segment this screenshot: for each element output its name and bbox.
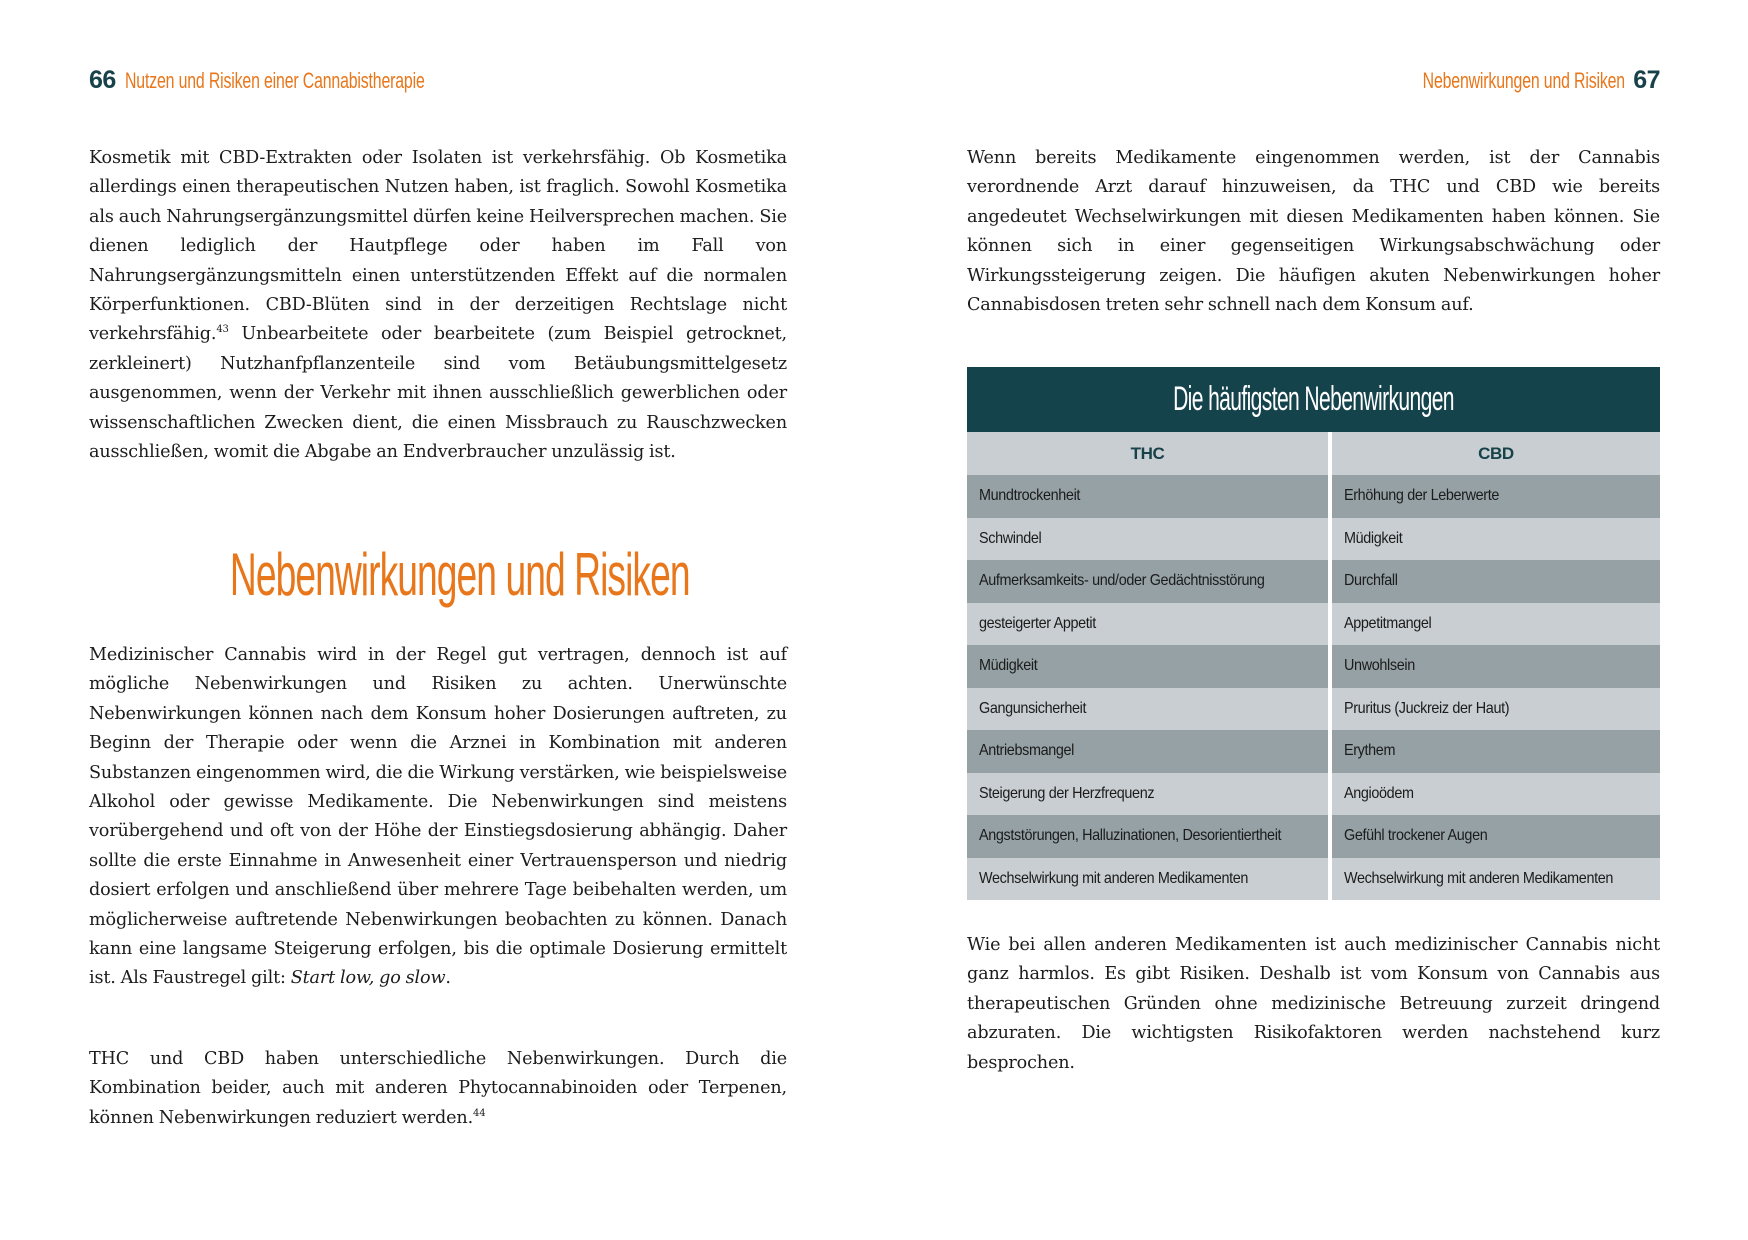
cell-text: Aufmerksamkeits- und/oder Gedächtnisstörung xyxy=(979,572,1265,590)
paragraph-text: Unbearbeitete oder bearbeitete (zum Beispiel getrocknet, zerkleinert) Nutzhanfpflanzenteile sind vom Betäubungsmittelgesetz ausgenommen, wenn der Verkehr mit ihnen ausschließlich gewerblichen oder wissenschaftlichen Zwecken dient, die einen Missbrauch zu Rauschzwecken ausschließen, womit die Abgabe an Endverbraucher unzulässig ist. xyxy=(89,324,787,463)
table-header-row xyxy=(967,432,1660,475)
paragraph-text: Wenn bereits Medikamente eingenommen werden, ist der Cannabis verordnende Arzt darauf hinzuweisen, da THC und CBD wie bereits angedeutet Wechselwirkungen mit diesen Medikamenten haben können. Sie können sich in einer gegenseitigen Wirkungsabschwächung oder Wirkungssteigerung zeigen. Die häufigen akuten Nebenwirkungen hoher Cannabisdosen treten sehr schnell nach dem Konsum auf. xyxy=(967,148,1660,316)
table-cell-thc xyxy=(967,730,1332,773)
page-number: 66 xyxy=(89,66,116,94)
paragraph-text: Medizinischer Cannabis wird in der Regel gut vertragen, dennoch ist auf mögliche Nebenwirkungen und Risiken zu achten. Unerwünschte Nebenwirkungen können nach dem Konsum hoher Dosierungen auftreten, zu Beginn der Therapie oder wenn die Arznei in Kombination mit anderen Substanzen eingenommen wird, die die Wirkung verstärken, wie beispielsweise Alkohol oder gewisse Medikamente. Die Nebenwirkungen sind meistens vorübergehend und oft von der Höhe der Einstiegsdosierung abhängig. Daher sollte die erste Einnahme in Anwesenheit einer Vertrauensperson und niedrig dosiert erfolgen und anschließend über mehrere Tage beibehalten werden, um möglicherweise auftretende Nebenwirkungen beobachten zu können. Danach kann eine langsame Steigerung erfolgen, bis die optimale Dosierung ermittelt ist. Als Faustregel gilt: xyxy=(89,645,787,989)
table-row xyxy=(967,688,1660,731)
paragraph xyxy=(89,144,787,467)
paragraph xyxy=(89,1045,787,1133)
table-cell-thc xyxy=(967,645,1332,688)
cell-text: Steigerung der Herzfrequenz xyxy=(979,784,1155,802)
cell-text: Müdigkeit xyxy=(1344,529,1403,547)
table-row xyxy=(967,645,1660,688)
table-cell-thc xyxy=(967,603,1332,646)
paragraph xyxy=(967,144,1660,320)
table-cell-cbd xyxy=(1332,518,1660,561)
emphasis-text: Start low, go slow xyxy=(290,968,446,989)
table-row xyxy=(967,730,1660,773)
running-title: Nutzen und Risiken einer Cannabistherapie xyxy=(124,68,425,93)
table-row xyxy=(967,603,1660,646)
cell-text: Appetitmangel xyxy=(1344,614,1432,632)
table-cell-cbd xyxy=(1332,858,1660,901)
cell-text: Müdigkeit xyxy=(979,657,1038,675)
section-heading-text: Nebenwirkungen und Risiken xyxy=(229,541,690,608)
table-row xyxy=(967,518,1660,561)
paragraph xyxy=(967,931,1660,1078)
table-cell-thc xyxy=(967,773,1332,816)
table-row xyxy=(967,560,1660,603)
cell-text: Wechselwirkung mit anderen Medikamenten xyxy=(979,869,1249,887)
table-cell-thc xyxy=(967,475,1332,518)
table-title-text: Die häufigsten Nebenwirkungen xyxy=(1173,380,1454,418)
side-effects-table xyxy=(967,367,1660,900)
table-row xyxy=(967,475,1660,518)
cell-text: Antriebsmangel xyxy=(979,742,1075,760)
table-cell-cbd xyxy=(1332,560,1660,603)
running-title: Nebenwirkungen und Risiken xyxy=(1422,68,1626,93)
table-row xyxy=(967,858,1660,901)
table-cell-thc xyxy=(967,518,1332,561)
cell-text: gesteigerter Appetit xyxy=(979,614,1096,632)
cell-text: Gangunsicherheit xyxy=(979,699,1087,717)
table-cell-cbd xyxy=(1332,475,1660,518)
table-cell-cbd xyxy=(1332,645,1660,688)
table-cell-cbd xyxy=(1332,688,1660,731)
table-row xyxy=(967,815,1660,858)
running-head-left xyxy=(89,66,541,95)
table-row xyxy=(967,773,1660,816)
column-header-thc: THC xyxy=(967,432,1332,475)
cell-text: Mundtrockenheit xyxy=(979,487,1081,505)
table-cell-cbd xyxy=(1332,815,1660,858)
table-title xyxy=(967,367,1660,432)
footnote-ref[interactable]: 44 xyxy=(473,1107,486,1119)
page-number: 67 xyxy=(1633,66,1660,94)
right-page xyxy=(874,0,1748,1240)
cell-text: Durchfall xyxy=(1344,572,1398,590)
cell-text: Pruritus (Juckreiz der Haut) xyxy=(1344,699,1510,717)
column-header-cbd: CBD xyxy=(1332,432,1660,475)
running-head-right xyxy=(1344,66,1660,95)
paragraph-text: Kosmetik mit CBD-Extrakten oder Isolaten ist verkehrsfähig. Ob Kosmetika allerdings einen therapeutischen Nutzen haben, ist fraglich. Sowohl Kosmetika als auch Nahrungsergänzungsmittel dürfen keine Heilversprechen machen. Sie dienen lediglich der Hautpflege oder haben im Fall von Nahrungsergänzungsmitteln einen unterstützenden Effekt auf die normalen Körperfunktionen. CBD-Blüten sind in der derzeitigen Rechtslage nicht verkehrsfähig. xyxy=(89,148,787,345)
cell-text: Wechselwirkung mit anderen Medikamenten xyxy=(1344,869,1614,887)
paragraph-text: Wie bei allen anderen Medikamenten ist auch medizinischer Cannabis nicht ganz harmlos. Es gibt Risiken. Deshalb ist vom Konsum von Cannabis aus therapeutischen Gründen ohne medizinische Betreuung zurzeit dringend abzuraten. Die wichtigsten Risikofaktoren werden nachstehend kurz besprochen. xyxy=(967,935,1660,1073)
section-heading xyxy=(89,540,787,609)
cell-text: Erhöhung der Leberwerte xyxy=(1344,487,1500,505)
table-cell-cbd xyxy=(1332,603,1660,646)
table-cell-cbd xyxy=(1332,730,1660,773)
table-cell-thc xyxy=(967,560,1332,603)
cell-text: Erythem xyxy=(1344,742,1396,760)
table-cell-thc xyxy=(967,815,1332,858)
cell-text: Unwohlsein xyxy=(1344,657,1415,675)
paragraph-text: . xyxy=(445,968,451,989)
paragraph xyxy=(89,641,787,994)
table-cell-thc xyxy=(967,858,1332,901)
paragraph-text: THC und CBD haben unterschiedliche Nebenwirkungen. Durch die Kombination beider, auch mit anderen Phytocannabinoiden oder Terpenen, können Nebenwirkungen reduziert werden. xyxy=(89,1049,787,1128)
footnote-ref[interactable]: 43 xyxy=(216,324,229,336)
cell-text: Gefühl trockener Augen xyxy=(1344,827,1488,845)
table-cell-thc xyxy=(967,688,1332,731)
table-cell-cbd xyxy=(1332,773,1660,816)
cell-text: Angststörungen, Halluzinationen, Desorientiertheit xyxy=(979,827,1282,845)
cell-text: Schwindel xyxy=(979,529,1042,547)
cell-text: Angioödem xyxy=(1344,784,1414,802)
